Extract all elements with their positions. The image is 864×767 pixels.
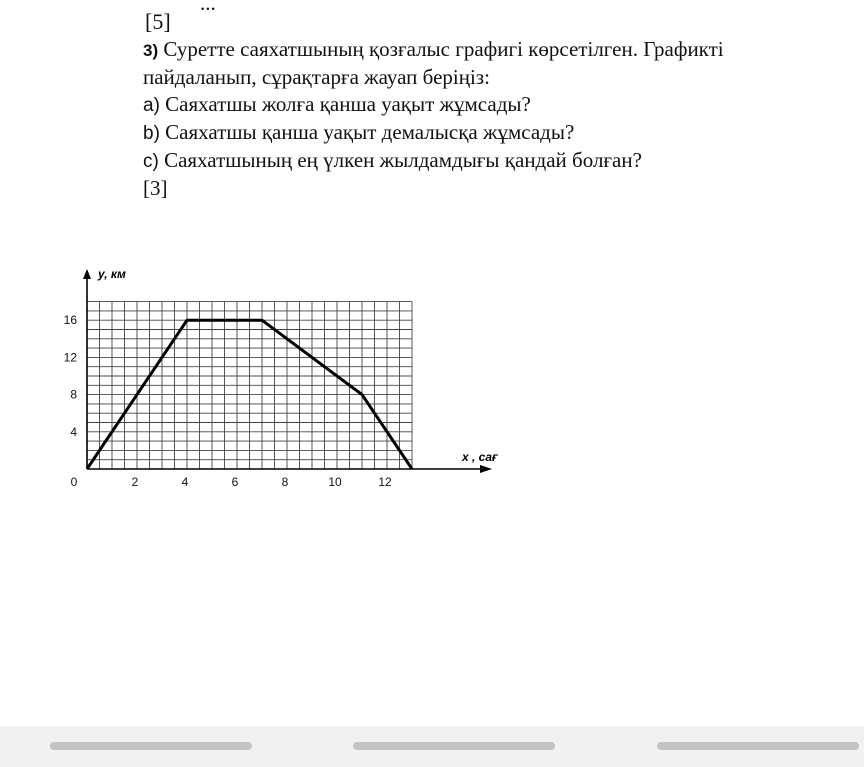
- y-tick-label: 16: [63, 313, 77, 328]
- cut-off-text-line: ...: [200, 0, 216, 15]
- nav-pill-left[interactable]: [50, 742, 252, 750]
- x-tick-label: 2: [131, 475, 139, 489]
- sub-question-label: c): [143, 151, 159, 172]
- question-mark: [3]: [143, 176, 168, 200]
- bottom-navigation-bar: [0, 726, 864, 767]
- y-tick-label: 4: [70, 424, 77, 439]
- sub-question-text: Саяхатшы жолға қанша уақыт жұмсады?: [165, 92, 531, 116]
- x-axis-arrow: [480, 465, 492, 473]
- x-tick-label: 10: [328, 475, 342, 489]
- y-axis-arrow: [83, 269, 91, 279]
- grid: [87, 302, 412, 469]
- y-tick-label: 8: [70, 387, 77, 402]
- x-axis-label: x , сағ: [462, 450, 498, 464]
- question-line-1: [143, 36, 843, 64]
- sub-question-text: Саяхатшы қанша уақыт демалысқа жұмсады?: [165, 120, 575, 144]
- motion-graph: [50, 255, 530, 500]
- question-block: [143, 36, 843, 202]
- nav-pill-center[interactable]: [353, 742, 555, 750]
- previous-question-mark: [5]: [145, 9, 171, 34]
- x-tick-label: 12: [378, 475, 392, 489]
- axes: [83, 269, 492, 473]
- sub-question-label: b): [143, 123, 160, 144]
- y-axis-label: у, км: [98, 267, 126, 281]
- y-tick-label: 12: [63, 350, 77, 365]
- x-tick-label: 6: [231, 475, 239, 489]
- sub-question-c: [143, 147, 843, 175]
- nav-pill-right[interactable]: [657, 742, 859, 750]
- question-text-line2: пайдаланып, сұрақтарға жауап беріңіз:: [143, 65, 490, 89]
- tick-labels: [64, 313, 392, 489]
- question-text-line1: Суретте саяхатшының қозғалыс графигі көрсетілген. Графикті: [163, 37, 724, 61]
- question-number: 3): [143, 41, 159, 60]
- sub-question-label: a): [143, 95, 160, 116]
- sub-question-a: [143, 91, 843, 119]
- sub-question-b: [143, 119, 843, 147]
- sub-question-text: Саяхатшының ең үлкен жылдамдығы қандай болған?: [164, 148, 642, 172]
- x-tick-label: 4: [181, 475, 189, 489]
- x-tick-label: 0: [70, 475, 78, 489]
- x-tick-label: 8: [281, 475, 289, 489]
